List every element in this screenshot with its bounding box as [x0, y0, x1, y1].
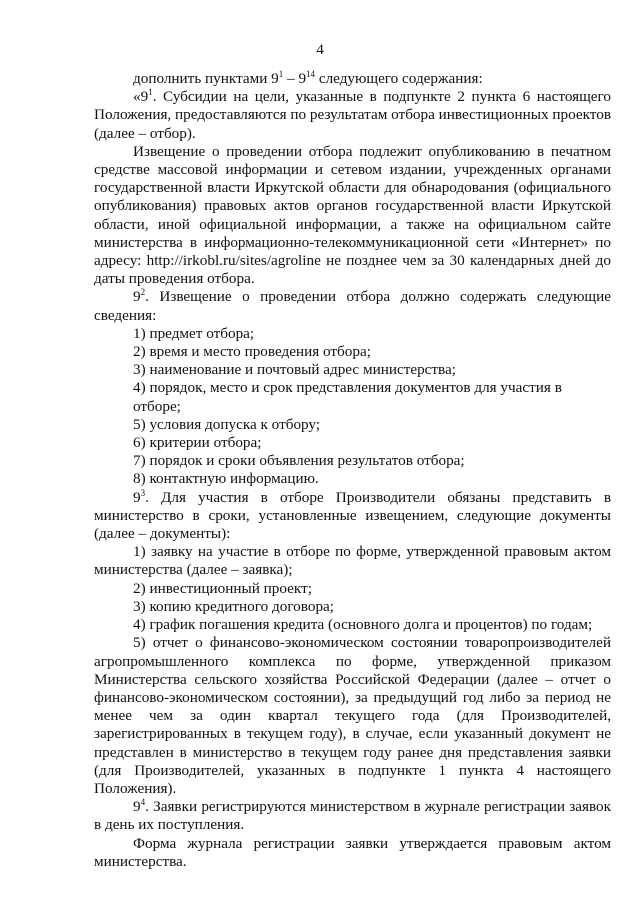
list-item	[94, 416, 611, 434]
text-run: 8) контактную информацию.	[133, 470, 319, 488]
text-run: Форма журнала регистрации заявки утверждается правовым актом министерства.	[94, 834, 611, 870]
list-item	[94, 470, 611, 488]
text-run: 3) наименование и почтовый адрес министерства;	[133, 361, 456, 379]
list-item	[94, 598, 611, 616]
text-run: 9	[133, 288, 141, 306]
paragraph	[94, 798, 611, 834]
text-run: следующего содержания:	[315, 70, 483, 87]
text-run: 4) график погашения кредита (основного долга и процентов) по годам;	[133, 616, 593, 634]
text-run: . Заявки регистрируются министерством в журнале регистрации заявок в день их поступления.	[94, 798, 611, 834]
paragraph	[94, 634, 611, 798]
text-run: 1) предмет отбора;	[133, 324, 255, 342]
list-item	[94, 580, 611, 598]
superscript: 1	[148, 87, 153, 98]
list-item	[94, 361, 611, 379]
page-number: 4	[316, 41, 324, 58]
superscript: 2	[140, 287, 146, 298]
list-item	[94, 379, 611, 415]
text-run: 5) отчет о финансово-экономическом состоянии товаропроизводителей агропромышленного комплекса по форме, утвержденной приказом Министерства сельского хозяйства Российской Федерации (далее – отчет о финансово-экономическом состоянии), за предыдущий год либо за период не менее чем за один квартал текущего года (для Производителей, зарегистрированных в текущем году), в случае, если указанный документ не представлен в министерство в текущем году ранее дня представления заявки (для Производителей, указанных в подпункте 1 пункта 4 настоящего Положения).	[94, 634, 611, 797]
text-run: дополнить пунктами 9	[133, 70, 279, 87]
paragraph	[94, 70, 611, 88]
paragraph	[94, 288, 611, 324]
paragraph	[94, 143, 611, 289]
text-run: 9	[133, 488, 141, 506]
text-run: 7) порядок и сроки объявления результатов отбора;	[133, 452, 465, 470]
superscript: 14	[306, 69, 316, 79]
list-item	[94, 616, 611, 634]
list-item	[94, 343, 611, 361]
text-run: Извещение о проведении отбора подлежит опубликованию в печатном средстве массовой информации и сетевом издании, учрежденных органами государственной власти Иркутской области для обнародования (официального опубликования) правовых актов органов государственной власти Иркутской области, иной официальной информации, а также на официальном сайте министерства в информационно-телекоммуникационной сети «Интернет» по адресу: http://irkobl.ru/sites/agroline не позднее чем за 30 календарных дней до даты проведения отбора.	[94, 142, 611, 288]
text-run: 4) порядок, место и срок представления документов для участия в отборе;	[133, 379, 562, 415]
superscript: 3	[140, 487, 146, 498]
text-run: 2) инвестиционный проект;	[133, 579, 312, 597]
paragraph	[94, 543, 611, 579]
superscript: 1	[278, 69, 284, 79]
list-item	[94, 452, 611, 470]
text-run: 6) критерии отбора;	[133, 434, 262, 452]
text-run: 9	[133, 798, 141, 816]
text-run: – 9	[283, 70, 307, 87]
text-run: . Извещение о проведении отбора должно содержать следующие сведения:	[94, 288, 611, 324]
paragraph	[94, 835, 611, 871]
list-item	[94, 325, 611, 343]
text-run: 3) копию кредитного договора;	[133, 597, 334, 615]
paragraph	[94, 489, 611, 544]
text-run: 5) условия допуска к отбору;	[133, 415, 321, 433]
document-body	[94, 70, 611, 871]
list-item	[94, 434, 611, 452]
text-run: «9	[133, 88, 149, 106]
text-run: . Для участия в отборе Производители обязаны представить в министерство в сроки, установленные извещением, следующие документы (далее – документы):	[94, 488, 611, 543]
superscript: 4	[140, 797, 146, 808]
paragraph	[94, 88, 611, 143]
text-run: 1) заявку на участие в отборе по форме, утвержденной правовым актом министерства (далее – заявка);	[94, 543, 611, 579]
text-run: 2) время и место проведения отбора;	[133, 343, 371, 361]
text-run: . Субсидии на цели, указанные в подпункте 2 пункта 6 настоящего Положения, предоставляются по результатам отбора инвестиционных проектов (далее – отбор).	[94, 88, 611, 142]
